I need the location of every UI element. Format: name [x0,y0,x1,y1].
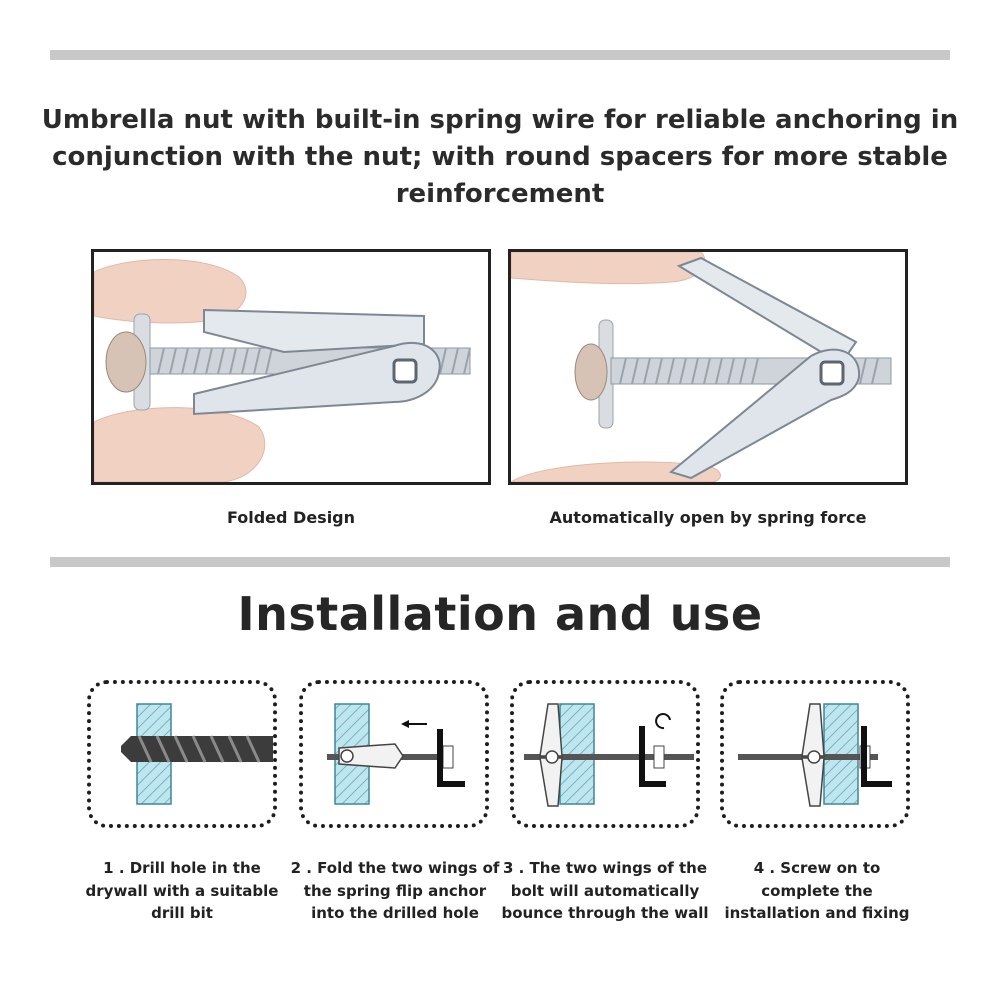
bolt-head [654,746,664,768]
spring-open-photo [508,249,908,485]
open-wings-icon [540,704,562,806]
open-anchor-illustration [511,252,905,482]
step-1-diagram [87,680,277,828]
drill-bit-icon [121,736,273,762]
folded-anchor-illustration [94,252,488,482]
top-divider [50,50,950,60]
installation-title: Installation and use [237,587,763,641]
bolt-head [443,746,453,768]
spring-open-caption: Automatically open by spring force [549,508,867,527]
anchored-wings-icon [802,704,824,806]
feature-headline: Umbrella nut with built-in spring wire for reliable anchoring in conjunction with the nut; with round spacers for more stable reinforcement [41,105,959,209]
rotate-icon [656,714,670,728]
step-4-diagram [720,680,910,828]
arrow-left-icon [401,720,427,728]
step-3-diagram [510,680,700,828]
step-3-text: 3 . The two wings of the bolt will automatically bounce through the wall [501,859,709,922]
folded-anchor-icon [339,744,403,768]
folded-design-photo [91,249,491,485]
step-4-text: 4 . Screw on to complete the installation and fixing [724,859,910,922]
middle-divider [50,557,950,567]
step-1-text: 1 . Drill hole in the drywall with a suitable drill bit [85,859,279,922]
folded-design-caption: Folded Design [226,508,356,527]
step-2-text: 2 . Fold the two wings of the spring flip anchor into the drilled hole [290,859,500,922]
step-2-diagram [299,680,489,828]
